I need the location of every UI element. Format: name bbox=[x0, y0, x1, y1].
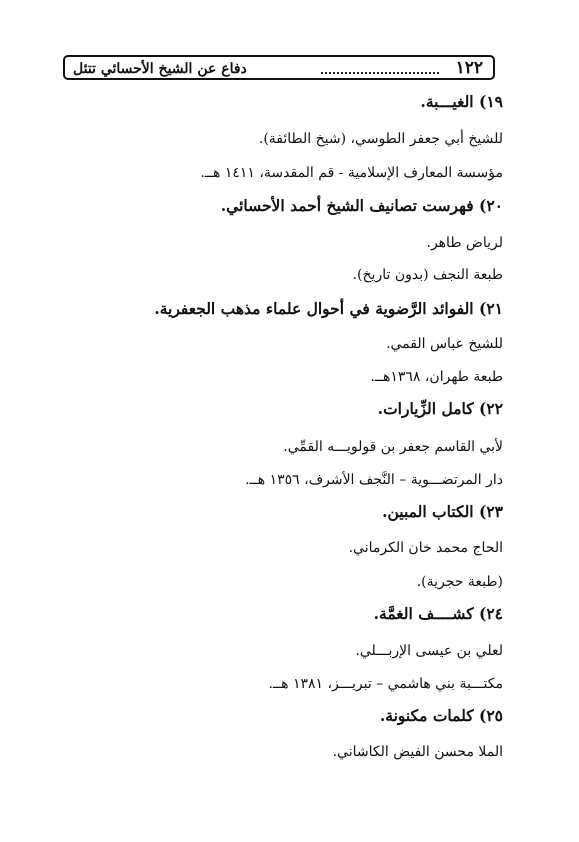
entry-publisher: مكتـــبة بني هاشمي – تبريـــز، ١٣٨١ هــ. bbox=[268, 676, 503, 692]
entry-author: للشيخ عباس القمي. bbox=[386, 336, 503, 352]
entry-heading: ٢٣) الكتاب المبين. bbox=[382, 502, 503, 521]
page-number: ١٢٢ bbox=[455, 58, 483, 78]
entry-author: لرياض طاهر. bbox=[426, 235, 503, 251]
entry-publisher: دار المرتضـــوية – النَّجف الأشرف، ١٣٥٦ هــ. bbox=[245, 472, 503, 488]
running-title: دفاع عن الشيخ الأحسائي تتئل bbox=[73, 61, 247, 77]
entry-publisher: طبعة النجف (بدون تاريخ). bbox=[352, 267, 503, 283]
entry-publisher: (طبعة حجرية). bbox=[416, 574, 503, 590]
entry-publisher: مؤسسة المعارف الإسلامية - قم المقدسة، ١٤١١ هــ. bbox=[200, 165, 503, 181]
entry-author: لعلي بن عيسى الإربـــلي. bbox=[355, 643, 503, 659]
entry-publisher: طبعة طهران، ١٣٦٨هــ. bbox=[370, 369, 503, 385]
entry-heading: ٢٠) فهرست تصانيف الشيخ أحمد الأحسائي. bbox=[220, 196, 503, 215]
entry-heading: ٢٥) كلمات مكنونة. bbox=[379, 706, 503, 725]
entry-author: الحاج محمد خان الكرماني. bbox=[348, 540, 503, 556]
header-leader-dots bbox=[321, 60, 439, 74]
running-header bbox=[63, 55, 495, 80]
entry-author: لأبي القاسم جعفر بن قولويـــه القمِّي. bbox=[283, 439, 503, 455]
entry-author: الملا محسن الفيض الكاشاني. bbox=[332, 744, 503, 760]
entry-heading: ٢٢) كامل الزِّيارات. bbox=[377, 399, 503, 418]
entry-heading: ٢١) الفوائد الرَّضوية في أحوال علماء مذهب الجعفرية. bbox=[154, 299, 503, 318]
entry-author: للشيخ أبي جعفر الطوسي، (شيخ الطائفة). bbox=[258, 131, 503, 147]
entry-heading: ١٩) الغيـــبة. bbox=[420, 92, 503, 111]
entry-heading: ٢٤) كشــــف الغمَّة. bbox=[373, 604, 503, 623]
